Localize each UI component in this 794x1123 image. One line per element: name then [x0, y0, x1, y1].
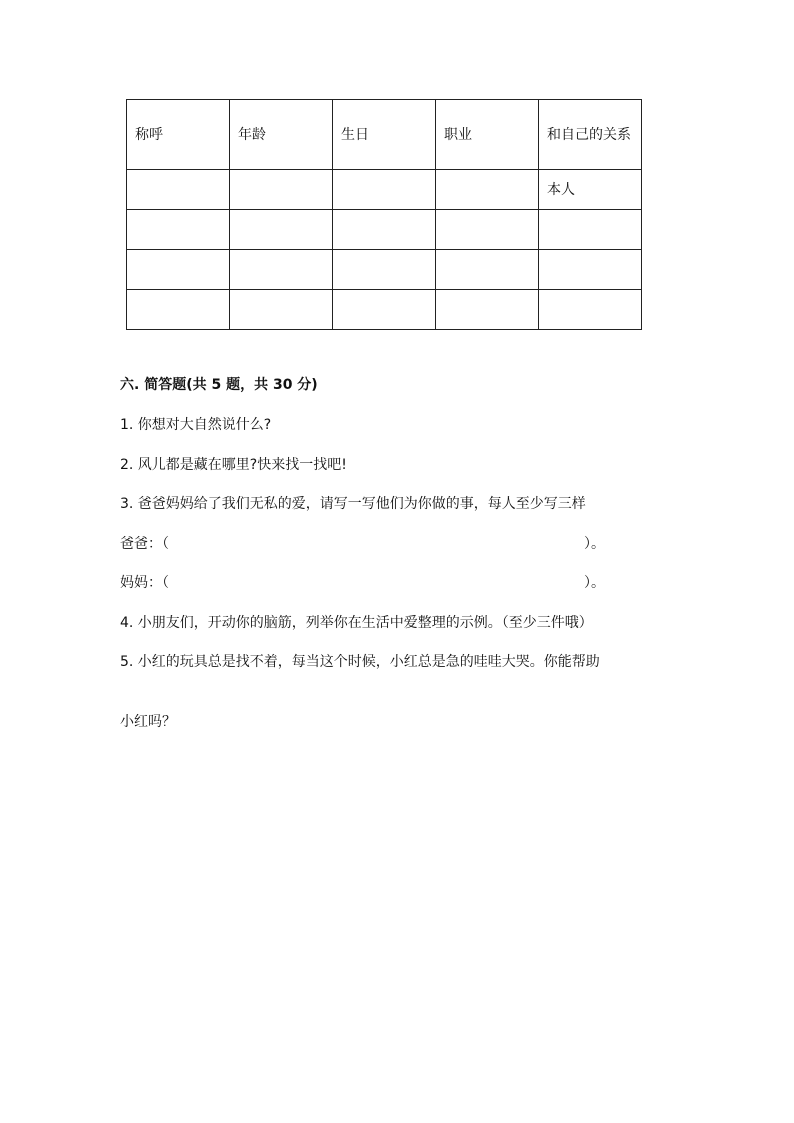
table-cell[interactable] — [230, 250, 333, 290]
table-cell[interactable] — [127, 250, 230, 290]
question-5-continued: 小红吗？ — [120, 714, 176, 730]
table-cell[interactable] — [539, 210, 642, 250]
header-cell: 年龄 — [230, 100, 333, 170]
mom-label: 妈妈：（ — [120, 575, 169, 591]
table-cell[interactable] — [230, 210, 333, 250]
table-cell[interactable] — [539, 250, 642, 290]
question-1: 1. 你想对大自然说什么? — [120, 417, 272, 433]
header-cell: 生日 — [333, 100, 436, 170]
table-cell[interactable] — [539, 290, 642, 330]
question-5: 5. 小红的玩具总是找不着，每当这个时候，小红总是急的哇哇大哭。你能帮助 — [120, 654, 600, 670]
table-cell: 本人 — [539, 170, 642, 210]
question-4: 4. 小朋友们，开动你的脑筋，列举你在生活中爱整理的示例。（至少三件哦） — [120, 615, 593, 631]
header-cell: 称呼 — [127, 100, 230, 170]
table-cell[interactable] — [436, 250, 539, 290]
table-row — [127, 170, 642, 210]
table-cell[interactable] — [230, 170, 333, 210]
table-cell[interactable] — [333, 170, 436, 210]
question-2: 2. 风儿都是藏在哪里?快来找一找吧! — [120, 457, 347, 473]
table-cell[interactable] — [127, 170, 230, 210]
dad-close-paren: ）。 — [584, 536, 605, 552]
table-cell[interactable] — [127, 210, 230, 250]
mom-answer-line[interactable] — [120, 573, 605, 593]
table-row — [127, 250, 642, 290]
mom-close-paren: ）。 — [584, 575, 605, 591]
table-cell[interactable] — [127, 290, 230, 330]
table-cell[interactable] — [333, 290, 436, 330]
dad-answer-line[interactable] — [120, 534, 605, 554]
table-header-row — [127, 100, 642, 170]
table-cell[interactable] — [436, 210, 539, 250]
table-cell[interactable] — [333, 210, 436, 250]
header-cell: 和自己的关系 — [539, 100, 642, 170]
table-row — [127, 290, 642, 330]
table-cell[interactable] — [436, 290, 539, 330]
question-3: 3. 爸爸妈妈给了我们无私的爱，请写一写他们为你做的事，每人至少写三样 — [120, 496, 586, 512]
table-cell[interactable] — [436, 170, 539, 210]
header-cell: 职业 — [436, 100, 539, 170]
family-info-table — [126, 99, 642, 330]
table-cell[interactable] — [333, 250, 436, 290]
table-cell[interactable] — [230, 290, 333, 330]
dad-label: 爸爸：（ — [120, 536, 169, 552]
table-row — [127, 210, 642, 250]
section-title: 六. 简答题(共 5 题，共 30 分) — [120, 377, 318, 393]
